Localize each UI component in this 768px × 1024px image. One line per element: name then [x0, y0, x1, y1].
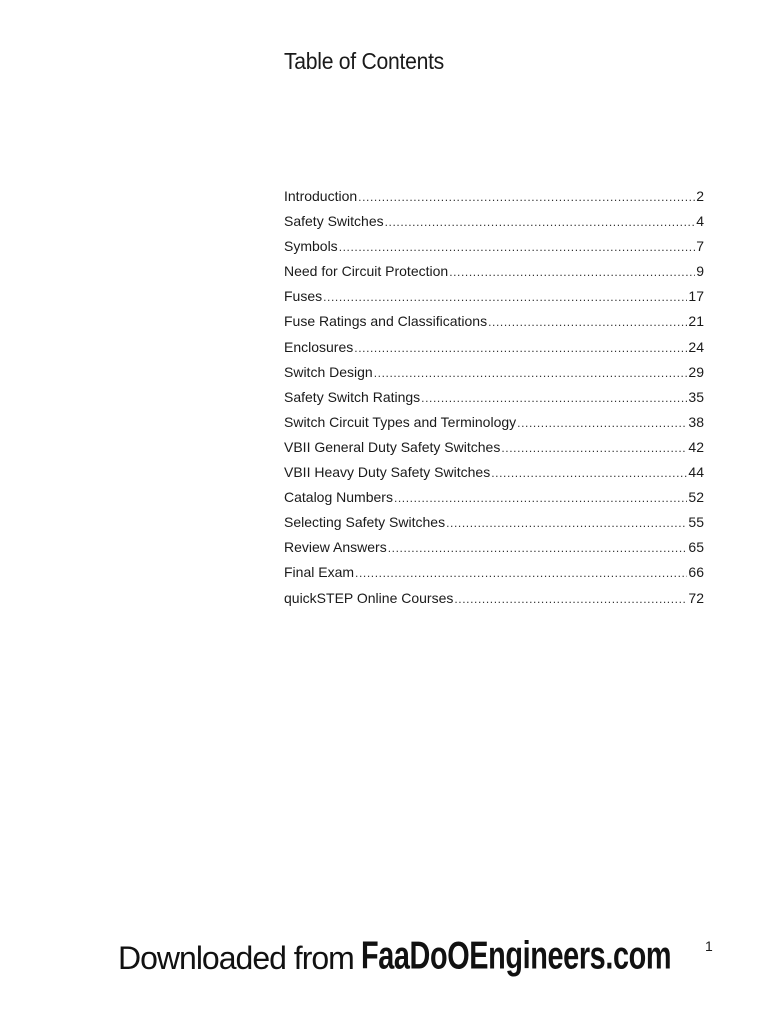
toc-entry[interactable]	[284, 386, 704, 411]
toc-dot-leader	[446, 512, 687, 534]
toc-entry[interactable]	[284, 336, 704, 361]
watermark-brand-logo: FaaDoOEngineers.com	[360, 933, 671, 977]
table-of-contents	[284, 185, 704, 612]
toc-entry-title: Review Answers	[284, 539, 387, 556]
toc-entry[interactable]	[284, 461, 704, 486]
toc-entry-title: Final Exam	[284, 564, 355, 581]
toc-entry[interactable]	[284, 310, 704, 335]
toc-entry[interactable]	[284, 561, 704, 586]
toc-entry-page: 2	[696, 188, 704, 204]
toc-entry[interactable]	[284, 285, 704, 310]
toc-dot-leader	[358, 186, 695, 208]
toc-entry-title: quickSTEP Online Courses	[284, 589, 454, 606]
download-watermark	[118, 933, 758, 978]
toc-entry-page: 24	[688, 338, 704, 355]
toc-entry-page: 72	[688, 589, 704, 606]
toc-entry[interactable]	[284, 260, 704, 285]
toc-entry-title: Introduction	[284, 188, 358, 204]
toc-dot-leader	[454, 588, 687, 610]
toc-entry-title: Symbols	[284, 238, 338, 255]
toc-entry[interactable]	[284, 587, 704, 612]
toc-dot-leader	[501, 437, 687, 459]
toc-entry-page: 65	[688, 539, 704, 556]
toc-entry-title: Catalog Numbers	[284, 489, 393, 506]
toc-dot-leader	[355, 562, 687, 584]
toc-entry-page: 7	[696, 238, 704, 255]
toc-entry-title: Switch Design	[284, 363, 373, 380]
toc-dot-leader	[421, 387, 687, 409]
toc-entry-page: 55	[688, 514, 704, 531]
toc-entry-page: 66	[688, 564, 704, 581]
toc-dot-leader	[394, 487, 687, 509]
toc-entry-title: Enclosures	[284, 338, 354, 355]
toc-dot-leader	[323, 286, 687, 308]
watermark-prefix: Downloaded from	[118, 940, 354, 976]
toc-entry-title: Fuses	[284, 288, 323, 305]
toc-entry[interactable]	[284, 235, 704, 260]
toc-entry-page: 9	[696, 263, 704, 280]
toc-entry-title: Switch Circuit Types and Terminology	[284, 413, 517, 430]
toc-entry[interactable]	[284, 486, 704, 511]
toc-entry[interactable]	[284, 536, 704, 561]
toc-entry-page: 52	[688, 489, 704, 506]
toc-entry-page: 4	[696, 213, 704, 230]
toc-entry-title: Safety Switch Ratings	[284, 388, 421, 405]
toc-entry-title: Fuse Ratings and Classifications	[284, 313, 488, 330]
toc-entry-title: VBII General Duty Safety Switches	[284, 438, 501, 455]
toc-dot-leader	[354, 337, 687, 359]
toc-entry-page: 17	[688, 288, 704, 305]
toc-entry[interactable]	[284, 185, 704, 210]
toc-entry-title: Selecting Safety Switches	[284, 514, 446, 531]
toc-entry[interactable]	[284, 361, 704, 386]
toc-entry[interactable]	[284, 210, 704, 235]
toc-dot-leader	[339, 236, 696, 258]
toc-dot-leader	[374, 362, 688, 384]
toc-dot-leader	[388, 537, 688, 559]
toc-entry[interactable]	[284, 411, 704, 436]
toc-entry-page: 44	[688, 464, 704, 481]
toc-dot-leader	[517, 412, 687, 434]
toc-entry[interactable]	[284, 511, 704, 536]
toc-dot-leader	[449, 261, 695, 283]
page-title: Table of Contents	[284, 48, 444, 74]
toc-entry-page: 29	[688, 363, 704, 380]
toc-entry-page: 42	[688, 438, 704, 455]
toc-entry-title: VBII Heavy Duty Safety Switches	[284, 464, 491, 481]
toc-entry-title: Need for Circuit Protection	[284, 263, 449, 280]
toc-entry-page: 35	[688, 388, 704, 405]
page-number: 1	[705, 938, 713, 954]
toc-dot-leader	[385, 211, 696, 233]
toc-entry-title: Safety Switches	[284, 213, 384, 230]
toc-dot-leader	[491, 462, 687, 484]
toc-entry-page: 21	[688, 313, 704, 330]
toc-entry-page: 38	[688, 413, 704, 430]
toc-dot-leader	[488, 311, 687, 333]
toc-entry[interactable]	[284, 436, 704, 461]
